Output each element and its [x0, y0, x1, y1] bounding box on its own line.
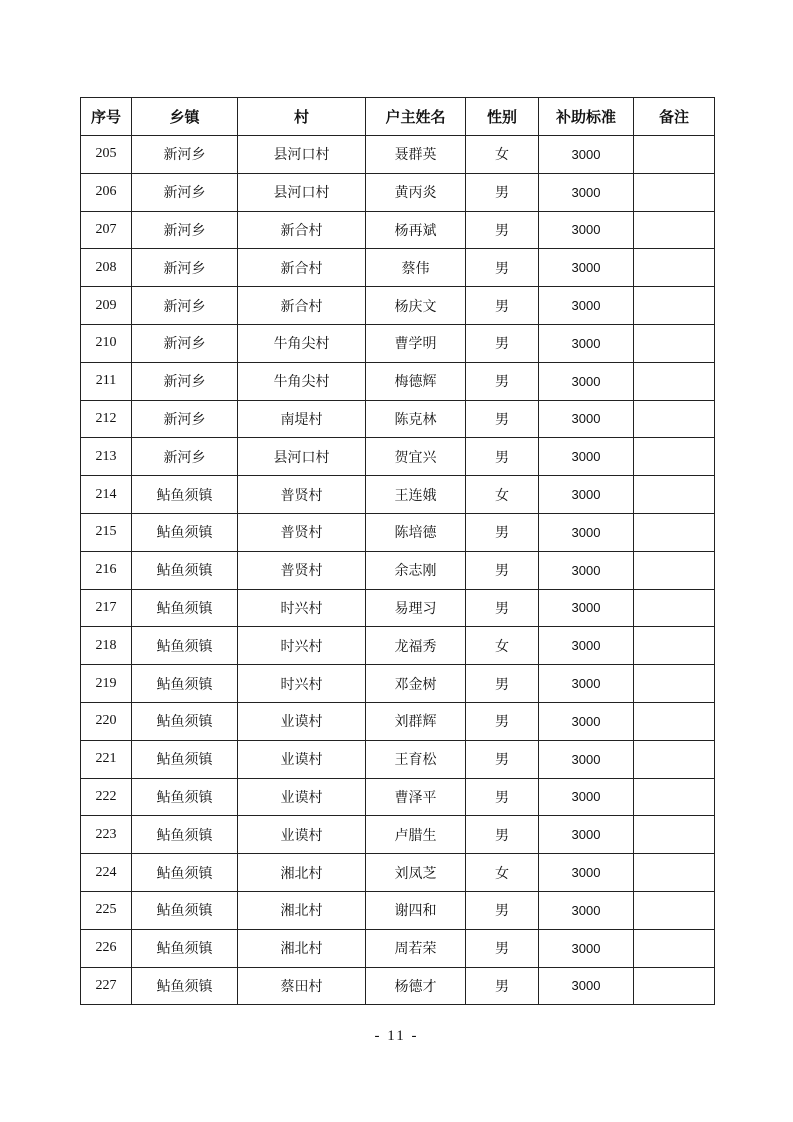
serial-number-cell: 225 [81, 891, 132, 929]
township-cell: 鲇鱼须镇 [132, 967, 238, 1005]
subsidy-amount-cell: 3000 [539, 476, 634, 514]
subsidy-amount-cell: 3000 [539, 287, 634, 325]
header-village: 村 [238, 98, 366, 136]
gender-cell: 男 [466, 551, 539, 589]
subsidy-amount-cell: 3000 [539, 778, 634, 816]
gender-cell: 男 [466, 362, 539, 400]
subsidy-amount-cell: 3000 [539, 362, 634, 400]
gender-cell: 男 [466, 816, 539, 854]
township-cell: 新河乡 [132, 173, 238, 211]
village-cell: 时兴村 [238, 627, 366, 665]
table-header-row [81, 98, 715, 136]
table-row [81, 929, 715, 967]
gender-cell: 男 [466, 513, 539, 551]
subsidy-amount-cell: 3000 [539, 589, 634, 627]
table-row [81, 136, 715, 174]
serial-number-cell: 209 [81, 287, 132, 325]
gender-cell: 男 [466, 778, 539, 816]
subsidy-amount-cell: 3000 [539, 702, 634, 740]
village-cell: 业谟村 [238, 702, 366, 740]
remarks-cell [634, 778, 715, 816]
subsidy-amount-cell: 3000 [539, 173, 634, 211]
township-cell: 鲇鱼须镇 [132, 854, 238, 892]
household-head-cell: 王育松 [366, 740, 466, 778]
table-row [81, 740, 715, 778]
serial-number-cell: 222 [81, 778, 132, 816]
remarks-cell [634, 551, 715, 589]
serial-number-cell: 210 [81, 324, 132, 362]
table-row [81, 891, 715, 929]
subsidy-amount-cell: 3000 [539, 665, 634, 703]
household-head-cell: 王连娥 [366, 476, 466, 514]
household-head-cell: 杨庆文 [366, 287, 466, 325]
table-row [81, 324, 715, 362]
township-cell: 鲇鱼须镇 [132, 627, 238, 665]
village-cell: 普贤村 [238, 551, 366, 589]
table-row [81, 362, 715, 400]
remarks-cell [634, 513, 715, 551]
village-cell: 业谟村 [238, 740, 366, 778]
table-row [81, 249, 715, 287]
household-head-cell: 刘凤芝 [366, 854, 466, 892]
household-head-cell: 余志刚 [366, 551, 466, 589]
gender-cell: 男 [466, 173, 539, 211]
serial-number-cell: 207 [81, 211, 132, 249]
serial-number-cell: 217 [81, 589, 132, 627]
township-cell: 新河乡 [132, 362, 238, 400]
serial-number-cell: 216 [81, 551, 132, 589]
table-row [81, 400, 715, 438]
serial-number-cell: 224 [81, 854, 132, 892]
village-cell: 新合村 [238, 249, 366, 287]
remarks-cell [634, 854, 715, 892]
subsidy-amount-cell: 3000 [539, 854, 634, 892]
household-head-cell: 龙福秀 [366, 627, 466, 665]
gender-cell: 女 [466, 854, 539, 892]
village-cell: 普贤村 [238, 476, 366, 514]
village-cell: 县河口村 [238, 136, 366, 174]
household-head-cell: 杨再斌 [366, 211, 466, 249]
township-cell: 鲇鱼须镇 [132, 589, 238, 627]
village-cell: 县河口村 [238, 438, 366, 476]
remarks-cell [634, 929, 715, 967]
serial-number-cell: 211 [81, 362, 132, 400]
header-gender: 性别 [466, 98, 539, 136]
village-cell: 湘北村 [238, 891, 366, 929]
subsidy-amount-cell: 3000 [539, 136, 634, 174]
table-row [81, 173, 715, 211]
township-cell: 鲇鱼须镇 [132, 665, 238, 703]
village-cell: 南堤村 [238, 400, 366, 438]
township-cell: 新河乡 [132, 287, 238, 325]
subsidy-amount-cell: 3000 [539, 967, 634, 1005]
household-head-cell: 黄丙炎 [366, 173, 466, 211]
household-head-cell: 陈培德 [366, 513, 466, 551]
remarks-cell [634, 324, 715, 362]
gender-cell: 女 [466, 627, 539, 665]
table-row [81, 854, 715, 892]
remarks-cell [634, 740, 715, 778]
remarks-cell [634, 287, 715, 325]
header-household-head: 户主姓名 [366, 98, 466, 136]
remarks-cell [634, 589, 715, 627]
gender-cell: 男 [466, 891, 539, 929]
header-township: 乡镇 [132, 98, 238, 136]
household-head-cell: 邓金树 [366, 665, 466, 703]
table-row [81, 438, 715, 476]
serial-number-cell: 218 [81, 627, 132, 665]
gender-cell: 男 [466, 249, 539, 287]
serial-number-cell: 214 [81, 476, 132, 514]
table-row [81, 967, 715, 1005]
household-head-cell: 刘群辉 [366, 702, 466, 740]
page-number: - 11 - [374, 1028, 419, 1044]
table-row [81, 702, 715, 740]
village-cell: 县河口村 [238, 173, 366, 211]
township-cell: 新河乡 [132, 211, 238, 249]
village-cell: 湘北村 [238, 854, 366, 892]
household-head-cell: 陈克林 [366, 400, 466, 438]
household-head-cell: 易理习 [366, 589, 466, 627]
township-cell: 鲇鱼须镇 [132, 778, 238, 816]
subsidy-amount-cell: 3000 [539, 400, 634, 438]
village-cell: 业谟村 [238, 816, 366, 854]
household-head-cell: 贺宜兴 [366, 438, 466, 476]
serial-number-cell: 220 [81, 702, 132, 740]
township-cell: 新河乡 [132, 324, 238, 362]
subsidy-amount-cell: 3000 [539, 211, 634, 249]
table-row [81, 665, 715, 703]
village-cell: 新合村 [238, 211, 366, 249]
serial-number-cell: 215 [81, 513, 132, 551]
subsidy-amount-cell: 3000 [539, 249, 634, 287]
remarks-cell [634, 211, 715, 249]
subsidy-amount-cell: 3000 [539, 627, 634, 665]
table-row [81, 551, 715, 589]
gender-cell: 男 [466, 438, 539, 476]
serial-number-cell: 205 [81, 136, 132, 174]
subsidy-roster-table [80, 97, 715, 1005]
household-head-cell: 曹泽平 [366, 778, 466, 816]
remarks-cell [634, 476, 715, 514]
subsidy-amount-cell: 3000 [539, 324, 634, 362]
remarks-cell [634, 438, 715, 476]
subsidy-amount-cell: 3000 [539, 513, 634, 551]
remarks-cell [634, 816, 715, 854]
table-row [81, 476, 715, 514]
township-cell: 鲇鱼须镇 [132, 513, 238, 551]
township-cell: 新河乡 [132, 249, 238, 287]
table-row [81, 816, 715, 854]
subsidy-amount-cell: 3000 [539, 740, 634, 778]
gender-cell: 女 [466, 476, 539, 514]
remarks-cell [634, 362, 715, 400]
serial-number-cell: 212 [81, 400, 132, 438]
remarks-cell [634, 136, 715, 174]
village-cell: 湘北村 [238, 929, 366, 967]
table-row [81, 211, 715, 249]
header-subsidy-standard: 补助标准 [539, 98, 634, 136]
household-head-cell: 蔡伟 [366, 249, 466, 287]
household-head-cell: 梅德辉 [366, 362, 466, 400]
gender-cell: 男 [466, 929, 539, 967]
household-head-cell: 卢腊生 [366, 816, 466, 854]
township-cell: 鲇鱼须镇 [132, 702, 238, 740]
subsidy-amount-cell: 3000 [539, 438, 634, 476]
table-row [81, 778, 715, 816]
household-head-cell: 杨德才 [366, 967, 466, 1005]
gender-cell: 男 [466, 967, 539, 1005]
gender-cell: 男 [466, 665, 539, 703]
table-row [81, 287, 715, 325]
township-cell: 新河乡 [132, 400, 238, 438]
subsidy-amount-cell: 3000 [539, 929, 634, 967]
gender-cell: 男 [466, 287, 539, 325]
serial-number-cell: 219 [81, 665, 132, 703]
remarks-cell [634, 665, 715, 703]
subsidy-amount-cell: 3000 [539, 891, 634, 929]
village-cell: 时兴村 [238, 589, 366, 627]
township-cell: 鲇鱼须镇 [132, 740, 238, 778]
gender-cell: 女 [466, 136, 539, 174]
gender-cell: 男 [466, 400, 539, 438]
village-cell: 时兴村 [238, 665, 366, 703]
remarks-cell [634, 627, 715, 665]
village-cell: 普贤村 [238, 513, 366, 551]
subsidy-amount-cell: 3000 [539, 816, 634, 854]
remarks-cell [634, 702, 715, 740]
serial-number-cell: 208 [81, 249, 132, 287]
remarks-cell [634, 891, 715, 929]
serial-number-cell: 223 [81, 816, 132, 854]
serial-number-cell: 221 [81, 740, 132, 778]
township-cell: 鲇鱼须镇 [132, 816, 238, 854]
subsidy-amount-cell: 3000 [539, 551, 634, 589]
village-cell: 新合村 [238, 287, 366, 325]
gender-cell: 男 [466, 324, 539, 362]
village-cell: 蔡田村 [238, 967, 366, 1005]
village-cell: 业谟村 [238, 778, 366, 816]
gender-cell: 男 [466, 702, 539, 740]
household-head-cell: 周若荣 [366, 929, 466, 967]
gender-cell: 男 [466, 589, 539, 627]
household-head-cell: 聂群英 [366, 136, 466, 174]
township-cell: 新河乡 [132, 136, 238, 174]
table-row [81, 627, 715, 665]
township-cell: 新河乡 [132, 438, 238, 476]
table-body [81, 136, 715, 1005]
village-cell: 牛角尖村 [238, 362, 366, 400]
header-serial-number: 序号 [81, 98, 132, 136]
gender-cell: 男 [466, 211, 539, 249]
township-cell: 鲇鱼须镇 [132, 929, 238, 967]
remarks-cell [634, 400, 715, 438]
township-cell: 鲇鱼须镇 [132, 551, 238, 589]
serial-number-cell: 213 [81, 438, 132, 476]
household-head-cell: 曹学明 [366, 324, 466, 362]
remarks-cell [634, 249, 715, 287]
township-cell: 鲇鱼须镇 [132, 891, 238, 929]
remarks-cell [634, 967, 715, 1005]
village-cell: 牛角尖村 [238, 324, 366, 362]
serial-number-cell: 226 [81, 929, 132, 967]
township-cell: 鲇鱼须镇 [132, 476, 238, 514]
gender-cell: 男 [466, 740, 539, 778]
household-head-cell: 谢四和 [366, 891, 466, 929]
remarks-cell [634, 173, 715, 211]
serial-number-cell: 227 [81, 967, 132, 1005]
serial-number-cell: 206 [81, 173, 132, 211]
header-remarks: 备注 [634, 98, 715, 136]
table-row [81, 589, 715, 627]
table-row [81, 513, 715, 551]
